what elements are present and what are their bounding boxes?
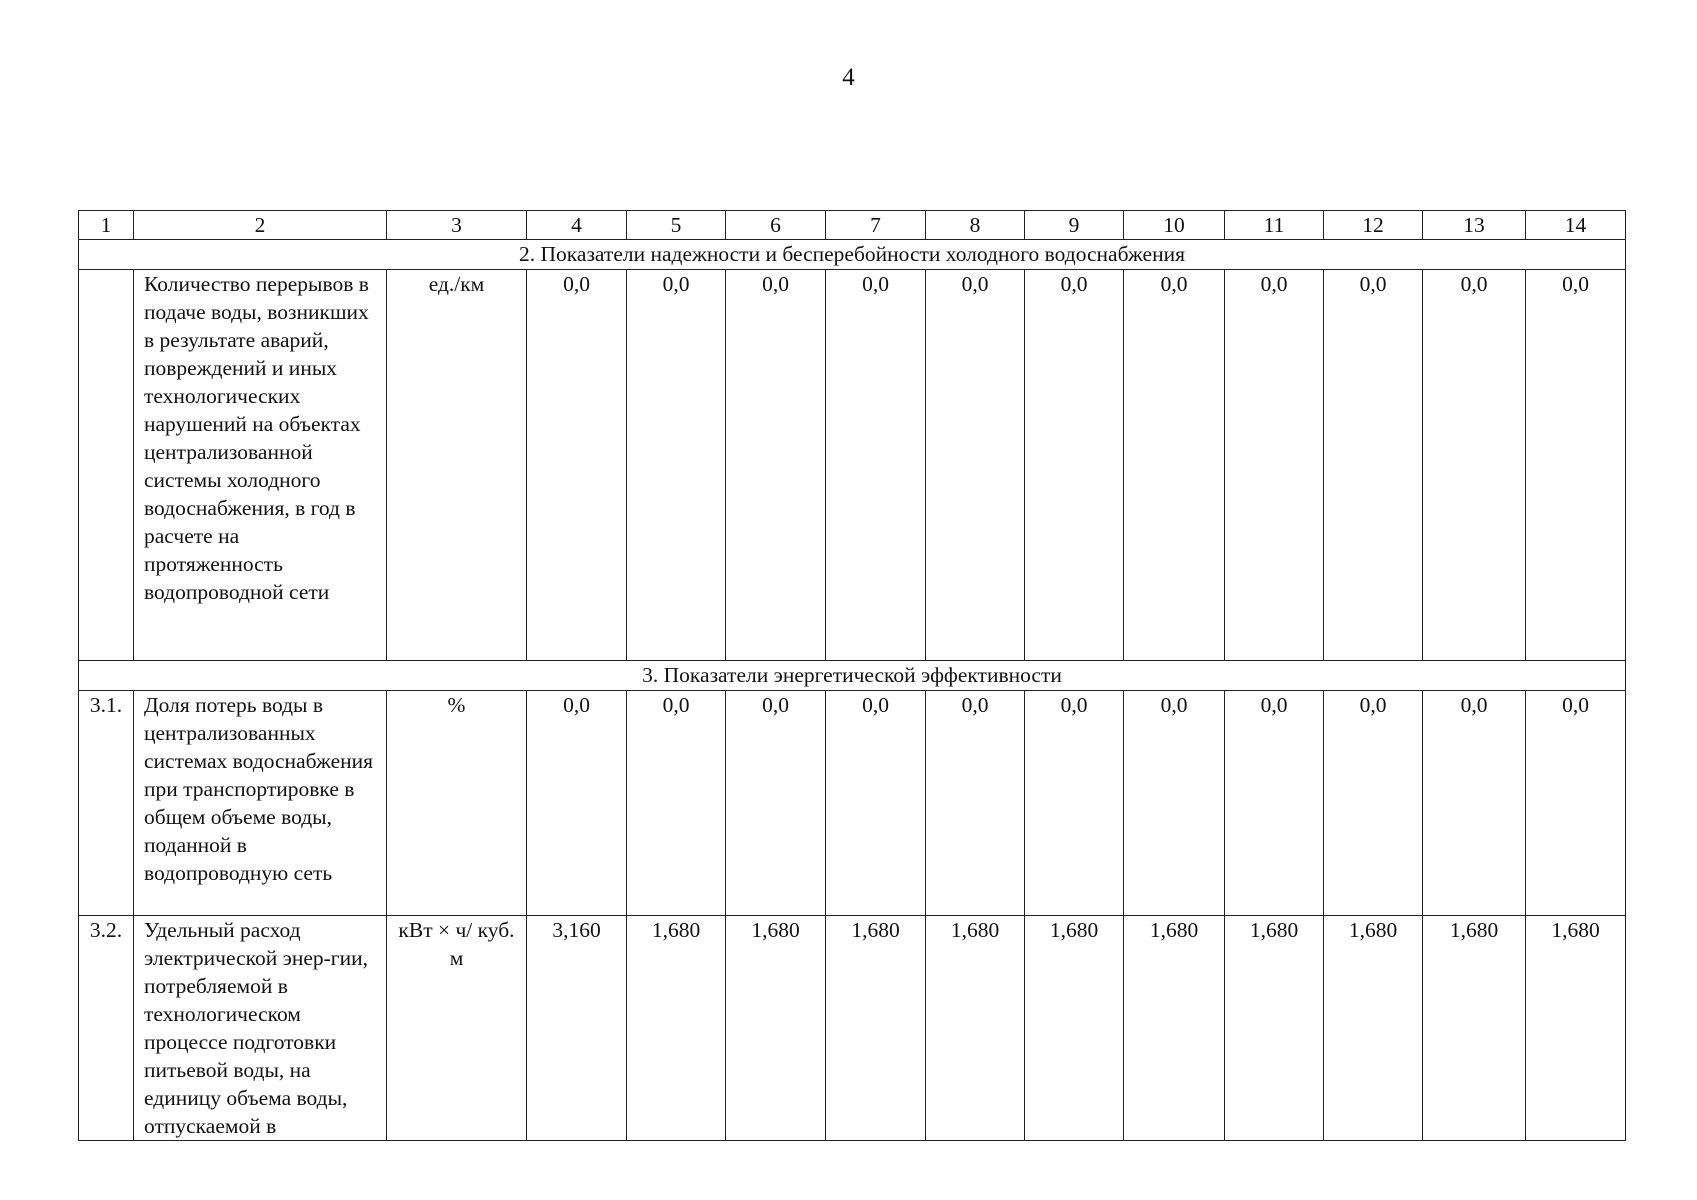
value-cell: 0,0 xyxy=(1025,691,1124,916)
indicator-name: Доля потерь воды в централизованных системах водоснабжения при транспортировке в общем объеме воды, поданной в водопроводную сеть xyxy=(134,691,387,916)
value-cell: 0,0 xyxy=(826,270,926,661)
value-cell: 0,0 xyxy=(1324,270,1423,661)
column-number: 13 xyxy=(1423,211,1526,240)
value-cell: 1,680 xyxy=(726,916,826,1141)
row-number xyxy=(79,270,134,661)
value-cell: 1,680 xyxy=(1324,916,1423,1141)
value-cell: 0,0 xyxy=(726,270,826,661)
indicators-table xyxy=(78,210,1626,1141)
value-cell: 0,0 xyxy=(527,691,627,916)
section-title: 3. Показатели энергетической эффективности xyxy=(79,661,1626,691)
value-cell: 0,0 xyxy=(926,270,1025,661)
column-number: 3 xyxy=(387,211,527,240)
page-number: 4 xyxy=(842,64,855,91)
unit-cell: кВт × ч/ куб. м xyxy=(387,916,527,1141)
value-cell: 1,680 xyxy=(1124,916,1225,1141)
column-number: 9 xyxy=(1025,211,1124,240)
column-number: 10 xyxy=(1124,211,1225,240)
value-cell: 0,0 xyxy=(1423,270,1526,661)
section-header-reliability xyxy=(79,240,1626,270)
value-cell: 1,680 xyxy=(926,916,1025,1141)
value-cell: 0,0 xyxy=(1124,270,1225,661)
indicator-name: Удельный расход электрической энер-гии, потребляемой в технологическом процессе подготовки питьевой воды, на единицу объема воды, отпускаемой в xyxy=(134,916,387,1141)
indicator-name: Количество перерывов в подаче воды, возникших в результате аварий, повреждений и иных технологических нарушений на объектах централизованной системы холодного водоснабжения, в год в расчете на протяженность водопроводной сети xyxy=(134,270,387,661)
value-cell: 0,0 xyxy=(926,691,1025,916)
column-number: 1 xyxy=(79,211,134,240)
value-cell: 1,680 xyxy=(1225,916,1324,1141)
column-number: 7 xyxy=(826,211,926,240)
value-cell: 0,0 xyxy=(627,270,726,661)
row-number: 3.2. xyxy=(79,916,134,1141)
table-row xyxy=(79,691,1626,916)
column-number: 12 xyxy=(1324,211,1423,240)
column-number: 4 xyxy=(527,211,627,240)
value-cell: 3,160 xyxy=(527,916,627,1141)
column-number: 6 xyxy=(726,211,826,240)
column-number: 2 xyxy=(134,211,387,240)
value-cell: 0,0 xyxy=(1526,270,1626,661)
value-cell: 1,680 xyxy=(826,916,926,1141)
unit-cell: % xyxy=(387,691,527,916)
section-header-energy xyxy=(79,661,1626,691)
value-cell: 0,0 xyxy=(726,691,826,916)
value-cell: 0,0 xyxy=(1225,270,1324,661)
value-cell: 1,680 xyxy=(1423,916,1526,1141)
value-cell: 0,0 xyxy=(1324,691,1423,916)
table-row xyxy=(79,270,1626,661)
value-cell: 1,680 xyxy=(627,916,726,1141)
value-cell: 0,0 xyxy=(1423,691,1526,916)
value-cell: 1,680 xyxy=(1025,916,1124,1141)
value-cell: 0,0 xyxy=(1124,691,1225,916)
value-cell: 0,0 xyxy=(826,691,926,916)
column-number: 14 xyxy=(1526,211,1626,240)
value-cell: 1,680 xyxy=(1526,916,1626,1141)
row-number: 3.1. xyxy=(79,691,134,916)
value-cell: 0,0 xyxy=(527,270,627,661)
table-row xyxy=(79,916,1626,1141)
value-cell: 0,0 xyxy=(1526,691,1626,916)
value-cell: 0,0 xyxy=(1025,270,1124,661)
column-number: 5 xyxy=(627,211,726,240)
unit-cell: ед./км xyxy=(387,270,527,661)
section-title: 2. Показатели надежности и бесперебойности холодного водоснабжения xyxy=(79,240,1626,270)
value-cell: 0,0 xyxy=(1225,691,1324,916)
value-cell: 0,0 xyxy=(627,691,726,916)
column-number: 8 xyxy=(926,211,1025,240)
column-number: 11 xyxy=(1225,211,1324,240)
column-number-row xyxy=(79,211,1626,240)
